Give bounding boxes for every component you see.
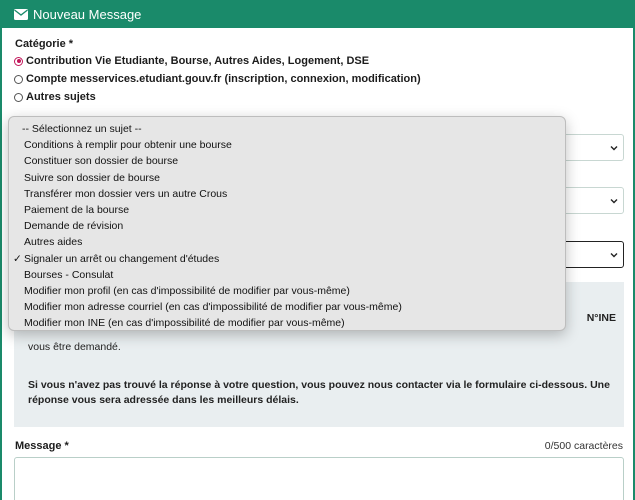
category-option-contribution[interactable]	[14, 55, 369, 67]
dropdown-option[interactable]: -- Sélectionnez un sujet --	[22, 123, 142, 135]
category-option-account[interactable]	[14, 73, 421, 85]
form-header	[0, 0, 635, 28]
info-contact-paragraph: Si vous n'avez pas trouvé la réponse à votre question, vous pouvez nous contacter via le formulaire ci-dessous. Une réponse vous sera adressée dans les meilleurs délais.	[28, 379, 610, 406]
info-paragraph: vous être demandé.	[28, 341, 121, 353]
dropdown-option[interactable]: Constituer son dossier de bourse	[24, 155, 179, 168]
dropdown-option[interactable]: Transférer mon dossier vers un autre Crous	[24, 187, 228, 200]
header-title: Nouveau Message	[33, 6, 142, 22]
dropdown-option[interactable]: Suivre son dossier de bourse	[24, 171, 160, 184]
dropdown-option[interactable]: Autres aides	[24, 236, 83, 249]
category-option-label: Autres sujets	[26, 91, 96, 103]
chevron-down-icon	[610, 144, 618, 152]
subject-dropdown-list[interactable]	[8, 116, 566, 331]
dropdown-option[interactable]: Modifier mon profil (en cas d'impossibilité de modifier par vous-même)	[24, 284, 350, 297]
radio-unchecked[interactable]	[14, 93, 23, 102]
category-option-other[interactable]	[14, 91, 96, 103]
dropdown-option-label: Signaler un arrêt ou changement d'études	[24, 252, 220, 265]
dropdown-option[interactable]: Bourses - Consulat	[24, 268, 114, 281]
message-textarea[interactable]	[14, 457, 624, 500]
dropdown-option[interactable]: Modifier mon INE (en cas d'impossibilité de modifier par vous-même)	[24, 317, 345, 330]
dropdown-option[interactable]: Conditions à remplir pour obtenir une bourse	[24, 139, 232, 152]
dropdown-option[interactable]: Modifier mon adresse courriel (en cas d'impossibilité de modifier par vous-même)	[24, 301, 402, 314]
character-counter: 0/500 caractères	[544, 440, 623, 452]
dropdown-option-selected[interactable]	[9, 251, 565, 267]
checkmark-icon: ✓	[13, 252, 22, 265]
frame-border-left	[0, 28, 2, 500]
category-option-label: Contribution Vie Etudiante, Bourse, Autres Aides, Logement, DSE	[26, 55, 370, 67]
envelope-icon	[14, 9, 28, 20]
category-option-label: Compte messervices.etudiant.gouv.fr (inscription, connexion, modification)	[26, 73, 421, 85]
chevron-down-icon	[610, 251, 618, 259]
dropdown-option[interactable]: Demande de révision	[24, 220, 124, 233]
radio-unchecked[interactable]	[14, 75, 23, 84]
category-label: Catégorie *	[15, 38, 74, 50]
dropdown-option[interactable]: Paiement de la bourse	[24, 203, 130, 216]
message-label: Message *	[15, 440, 69, 452]
chevron-down-icon	[610, 197, 618, 205]
radio-checked[interactable]	[14, 57, 23, 66]
ine-text: N°INE	[586, 312, 616, 324]
